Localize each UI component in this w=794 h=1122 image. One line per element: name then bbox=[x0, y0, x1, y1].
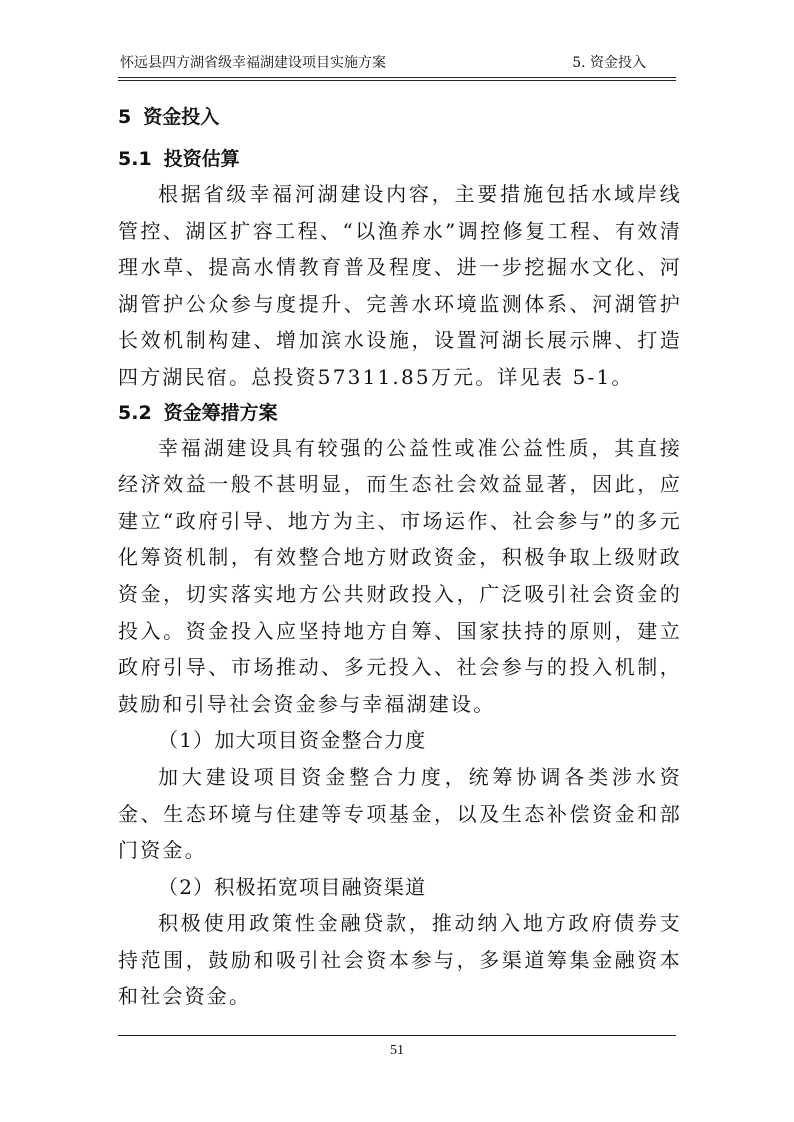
list-item-heading: （2）积极拓宽项目融资渠道 bbox=[158, 874, 427, 899]
subsection-heading-funding-plan bbox=[118, 396, 682, 430]
header-double-rule bbox=[118, 77, 676, 81]
page-header bbox=[118, 52, 676, 74]
investment-estimate-paragraph: 根据省级幸福河湖建设内容，主要措施包括水域岸线管控、湖区扩容工程、“以渔养水”调控修复工程、有效清理水草、提高水情教育普及程度、进一步挖掘水文化、河湖管护公众参与度提升、完善水环境监测体系、河湖管护长效机制构建、增加滨水设施，设置河湖长展示牌、打造四方湖民宿。总投资57311.85万元。详见表 5-1。 bbox=[118, 182, 682, 389]
section-heading bbox=[118, 100, 682, 134]
subsection-heading-investment-estimate bbox=[118, 142, 682, 176]
section-title: 资金投入 bbox=[143, 106, 220, 128]
footer-rule bbox=[118, 1035, 676, 1036]
funding-plan-paragraph: 幸福湖建设具有较强的公益性或准公益性质，其直接经济效益一般不甚明显，而生态社会效益显著，因此，应建立“政府引导、地方为主、市场运作、社会参与”的多元化筹资机制，有效整合地方财政资金，积极争取上级财政资金，切实落实地方公共财政投入，广泛吸引社会资金的投入。资金投入应坚持地方自筹、国家扶持的原则，建立政府引导、市场推动、多元投入、社会参与的投入机制，鼓励和引导社会资金参与幸福湖建设。 bbox=[118, 435, 682, 716]
subsection-title: 投资估算 bbox=[163, 148, 240, 170]
header-chapter-title: 5. 资金投入 bbox=[572, 55, 646, 71]
list-item-text: 加大建设项目资金整合力度，统筹协调各类涉水资金、生态环境与住建等专项基金，以及生态补偿资金和部门资金。 bbox=[118, 764, 682, 863]
section-number: 5 bbox=[118, 106, 132, 128]
subsection-title: 资金筹措方案 bbox=[163, 401, 278, 424]
page-number: 51 bbox=[390, 1043, 404, 1058]
subsection-number: 5.1 bbox=[118, 148, 152, 170]
subsection-number: 5.2 bbox=[118, 401, 152, 424]
list-item-heading: （1）加大项目资金整合力度 bbox=[158, 728, 427, 753]
page-content bbox=[118, 100, 682, 1015]
header-document-title: 怀远县四方湖省级幸福湖建设项目实施方案 bbox=[120, 55, 386, 71]
list-item-text: 积极使用政策性金融贷款，推动纳入地方政府债券支持范围，鼓励和吸引社会资本参与，多渠道筹集金融资本和社会资金。 bbox=[118, 911, 682, 1009]
